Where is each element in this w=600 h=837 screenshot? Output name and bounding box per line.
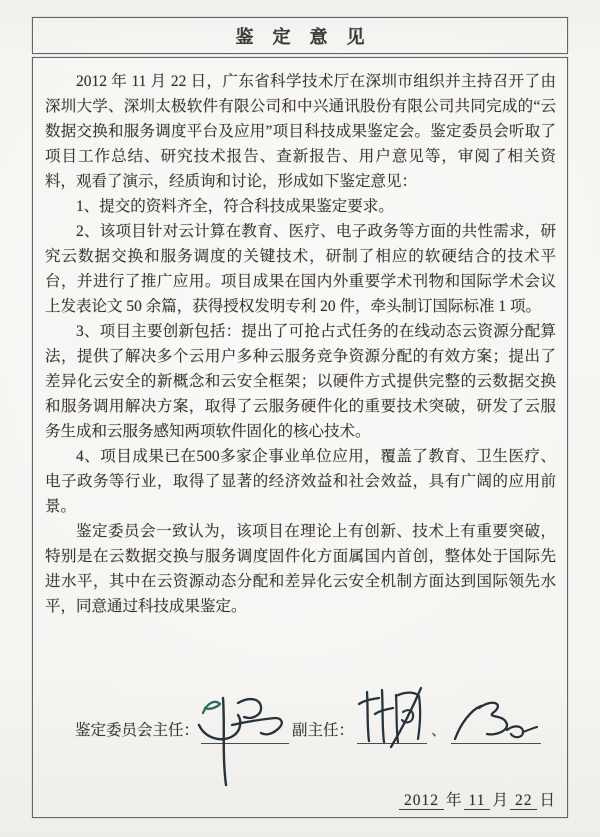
chairman-signature xyxy=(195,692,291,788)
date-year: 2012 xyxy=(399,792,444,810)
vice-chairman-label: 副主任： xyxy=(292,722,355,739)
document-body-box xyxy=(32,57,568,818)
date-line xyxy=(399,788,557,810)
paragraph-item-4: 4、项目成果已在500多家企事业单位应用，覆盖了教育、卫生医疗、电子政务等行业，取得了显著的经济效益和社会效益，具有广阔的应用前景。 xyxy=(45,448,556,515)
chairman-label: 鉴定委员会主任： xyxy=(75,722,200,739)
vice-chairman-signature-line-1 xyxy=(357,715,427,744)
paragraph-meeting-intro: 2012 年 11 月 22 日，广东省科学技术厅在深圳市组织并主持召开了由深圳大学、深圳太极软件有限公司和中兴通讯股份有限公司共同完成的“云数据交换和服务调度平台及应用”项目科技成果鉴定会。鉴定委员会听取了项目工作总结、研究技术报告、查新报告、用户意见等，审阅了相关资料，观看了演示，经质询和讨论，形成如下鉴定意见： xyxy=(45,73,556,190)
document-content xyxy=(33,58,567,619)
date-day-unit: 日 xyxy=(539,792,555,809)
date-day: 22 xyxy=(510,792,538,810)
paragraph-conclusion: 鉴定委员会一致认为，该项目在理论上有创新、技术上有重要突破，特别是在云数据交换与服务调度固件化方面属国内首创，整体处于国际先进水平，其中在云资源动态分配和差异化云安全机制方面达到国际领先水平，同意通过科技成果鉴定。 xyxy=(45,523,556,615)
paragraph-item-3: 3、项目主要创新包括：提出了可抢占式任务的在线动态云资源分配算法，提供了解决多个云用户多种云服务竞争资源分配的有效方案；提出了差异化云安全的新概念和云安全框架；以硬件方式提供完整的云数据交换和服务调用解决方案，取得了云服务硬件化的重要技术突破，研发了云服务生成和云服务感知两项软件固化的核心技术。 xyxy=(45,323,556,440)
title-box xyxy=(32,17,568,54)
chairman-signature-line xyxy=(201,715,289,744)
paragraph-item-1: 1、提交的资料齐全，符合科技成果鉴定要求。 xyxy=(76,198,394,215)
date-month: 11 xyxy=(464,792,491,810)
vice-chairman-signature-2 xyxy=(451,698,541,746)
page-title: 鉴定意见 xyxy=(235,26,384,47)
vice-chairman-signature-line-2 xyxy=(451,715,541,744)
paragraph-item-2: 2、该项目针对云计算在教育、医疗、电子政务等方面的共性需求，研究云数据交换和服务调度的关键技术，研制了相应的软硬结合的技术平台，并进行了推广应用。项目成果在国内外重要学术刊物和国际学术会议上发表论文 50 余篇，获得授权发明专利 20 件，牵头制订国际标准 1 项。 xyxy=(45,223,556,315)
signature-separator: 、 xyxy=(431,722,447,739)
vice-chairman-signature-1 xyxy=(355,686,427,748)
signature-row xyxy=(75,715,541,744)
date-month-unit: 月 xyxy=(492,792,508,809)
date-year-unit: 年 xyxy=(446,792,462,809)
